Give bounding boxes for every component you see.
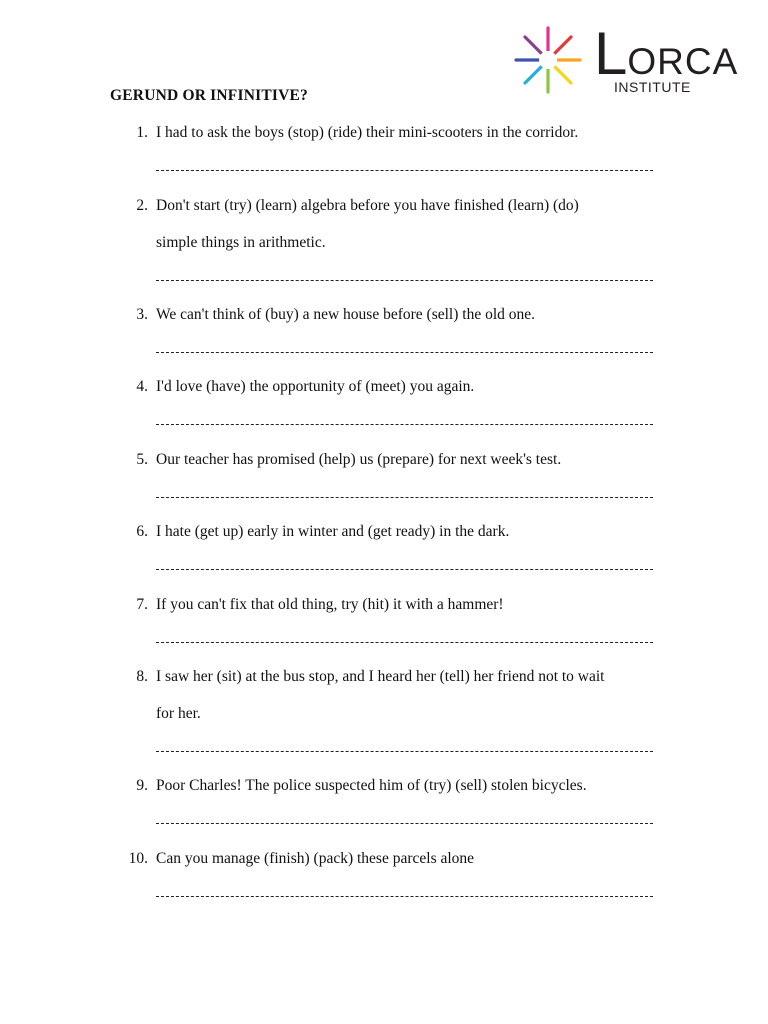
question-text: Our teacher has promised (help) us (prepare) for next week's test. [156, 450, 562, 468]
answer-line[interactable] [156, 424, 653, 425]
lorca-logo [510, 22, 750, 102]
question-number: 7. [136, 595, 148, 613]
answer-line[interactable] [156, 751, 653, 752]
answer-line[interactable] [156, 497, 653, 498]
question-number: 6. [136, 523, 148, 540]
question-text: If you can't fix that old thing, try (hit) it with a hammer! [156, 595, 504, 613]
starburst-icon [510, 22, 594, 102]
question-number: 9. [136, 777, 148, 794]
question-number: 1. [136, 124, 148, 141]
answer-line[interactable] [156, 170, 653, 171]
answer-line[interactable] [156, 642, 653, 643]
question-number: 5. [136, 450, 148, 468]
question-text: I had to ask the boys (stop) (ride) their mini-scooters in the corridor. [156, 124, 579, 141]
question-text: I saw her (sit) at the bus stop, and I heard her (tell) her friend not to wait [156, 668, 605, 685]
question-text: I hate (get up) early in winter and (get ready) in the dark. [156, 523, 510, 540]
question-text: for her. [156, 705, 201, 722]
logo-wordmark: LORCA [594, 20, 739, 87]
question-number: 8. [136, 668, 148, 685]
question-text: Don't start (try) (learn) algebra before you have finished (learn) (do) [156, 196, 579, 214]
question-text: I'd love (have) the opportunity of (meet) you again. [156, 378, 475, 395]
answer-line[interactable] [156, 896, 653, 897]
question-number: 2. [136, 196, 148, 214]
answer-line[interactable] [156, 823, 653, 824]
answer-line[interactable] [156, 352, 653, 353]
answer-line[interactable] [156, 280, 653, 281]
question-text: Poor Charles! The police suspected him of (try) (sell) stolen bicycles. [156, 777, 587, 794]
question-text: We can't think of (buy) a new house before (sell) the old one. [156, 305, 536, 323]
worksheet-title: GERUND OR INFINITIVE? [110, 87, 308, 104]
answer-line[interactable] [156, 569, 653, 570]
question-number: 4. [136, 378, 148, 395]
question-number: 10. [128, 849, 148, 867]
question-text: Can you manage (finish) (pack) these parcels alone [156, 849, 475, 867]
question-number: 3. [136, 305, 148, 323]
question-text: simple things in arithmetic. [156, 233, 326, 251]
logo-subtitle: INSTITUTE [614, 79, 691, 95]
